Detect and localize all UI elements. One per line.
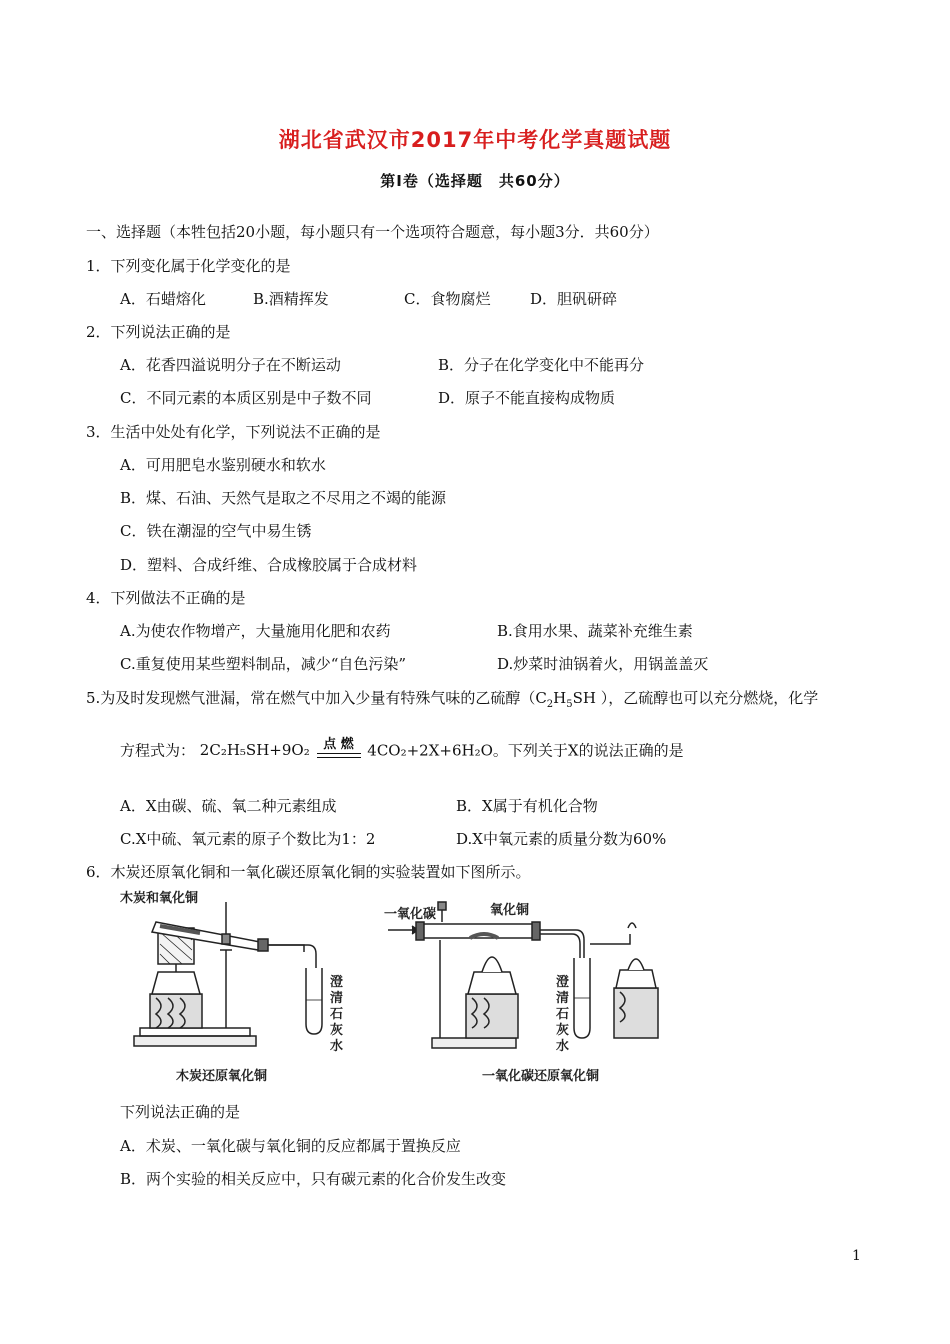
q1-stem: 1．下列变化属于化学变化的是 — [86, 257, 291, 275]
right-apparatus — [388, 902, 658, 1048]
section-subtitle: 第Ⅰ卷（选择题 共60分） — [380, 172, 570, 190]
q5-option-a: A．X由碳、硫、氧二种元素组成 — [120, 797, 337, 815]
svg-text:灰: 灰 — [330, 1023, 344, 1038]
q1-option-c: C．食物腐烂 — [404, 290, 491, 308]
page-title: 湖北省武汉市2017年中考化学真题试题 — [278, 128, 672, 152]
q3-stem: 3．生活中处处有化学，下列说法不正确的是 — [86, 423, 381, 441]
q1-option-a: A．石蜡熔化 — [120, 290, 206, 308]
page-number: 1 — [852, 1248, 861, 1264]
q6-prompt: 下列说法正确的是 — [120, 1103, 241, 1121]
q2-stem: 2．下列说法正确的是 — [86, 323, 231, 341]
q3-option-b: B．煤、石油、天然气是取之不尽用之不竭的能源 — [120, 489, 447, 507]
right-side-label — [556, 974, 569, 1054]
q3-option-c: C．铁在潮湿的空气中易生锈 — [120, 522, 312, 540]
experiment-apparatus-figure — [120, 888, 680, 1092]
svg-text:清: 清 — [330, 991, 344, 1006]
q5-stem-text-3: SH ），乙硫醇也可以充分燃烧，化学 — [572, 689, 819, 707]
q4-option-b: B.食用水果、蔬菜补充维生素 — [497, 622, 693, 640]
q5-equation — [120, 735, 684, 775]
q4-option-a: A.为使农作物增产，大量施用化肥和农药 — [120, 622, 391, 640]
q6-stem: 6．木炭还原氧化铜和一氧化碳还原氧化铜的实验装置如下图所示。 — [86, 863, 531, 881]
q5-eq-prefix: 方程式为： — [120, 741, 196, 760]
q5-eq-condition: 点 燃 — [323, 737, 354, 752]
svg-text:水: 水 — [556, 1039, 570, 1054]
left-top-label: 木炭和氧化铜 — [120, 891, 199, 906]
q5-option-d: D.X中氧元素的质量分数为60% — [456, 830, 667, 848]
q1-option-b: B.酒精挥发 — [253, 290, 329, 308]
q3-option-a: A．可用肥皂水鉴别硬水和软水 — [120, 456, 326, 474]
svg-text:澄: 澄 — [330, 975, 344, 990]
q4-stem: 4．下列做法不正确的是 — [86, 589, 246, 607]
left-apparatus — [134, 902, 322, 1046]
svg-text:石: 石 — [330, 1007, 344, 1022]
q1-option-d: D．胆矾研碎 — [530, 290, 618, 308]
q4-option-c: C.重复使用某些塑料制品，减少“自色污染” — [120, 655, 407, 673]
q5-stem-sub-2: 5 — [566, 699, 573, 710]
right-gas-label: 一氧化碳 — [384, 907, 437, 922]
left-side-label — [330, 974, 343, 1054]
q4-option-d: D.炒菜时油锅着火，用锅盖盖灭 — [497, 655, 709, 673]
q6-option-b: B．两个实验的相关反应中，只有碳元素的化合价发生改变 — [120, 1170, 507, 1188]
q2-option-d: D．原子不能直接构成物质 — [438, 389, 616, 407]
svg-text:石: 石 — [556, 1007, 570, 1022]
right-caption: 一氧化碳还原氧化铜 — [482, 1069, 600, 1084]
q5-stem-sub-1: 2 — [546, 699, 554, 710]
q3-option-d: D．塑料、合成纤维、合成橡胶属于合成材料 — [120, 556, 418, 574]
q5-eq-right: 4CO₂+2X+6H₂O。下列关于X的说法正确的是 — [367, 741, 684, 760]
right-top-label: 氧化铜 — [490, 903, 530, 918]
q2-option-a: A．花香四溢说明分子在不断运动 — [120, 356, 341, 374]
q6-option-a: A．术炭、一氧化碳与氧化铜的反应都属于置换反应 — [120, 1137, 461, 1155]
svg-text:水: 水 — [330, 1039, 344, 1054]
q2-option-b: B．分子在化学变化中不能再分 — [438, 356, 645, 374]
svg-text:澄: 澄 — [556, 975, 570, 990]
q5-stem-text-2: H — [553, 689, 567, 707]
section-intro: 一、选择题（本牲包括20小题，每小题只有一个选项符合题意，每小题3分．共60分） — [86, 223, 659, 241]
q5-stem — [86, 688, 818, 715]
svg-text:灰: 灰 — [556, 1023, 570, 1038]
svg-text:清: 清 — [556, 991, 570, 1006]
q5-option-b: B．X属于有机化合物 — [456, 797, 598, 815]
q5-stem-text-1: 5.为及时发现燃气泄漏，常在燃气中加入少量有特殊气味的乙硫醇（C — [86, 689, 547, 707]
q2-option-c: C．不同元素的本质区别是中子数不同 — [120, 389, 372, 407]
q5-eq-left: 2C₂H₅SH+9O₂ — [199, 741, 310, 759]
reaction-condition-arrow — [317, 735, 361, 765]
left-caption: 木炭还原氧化铜 — [176, 1069, 268, 1084]
q5-option-c: C.X中硫、氧元素的原子个数比为1：2 — [120, 830, 376, 848]
